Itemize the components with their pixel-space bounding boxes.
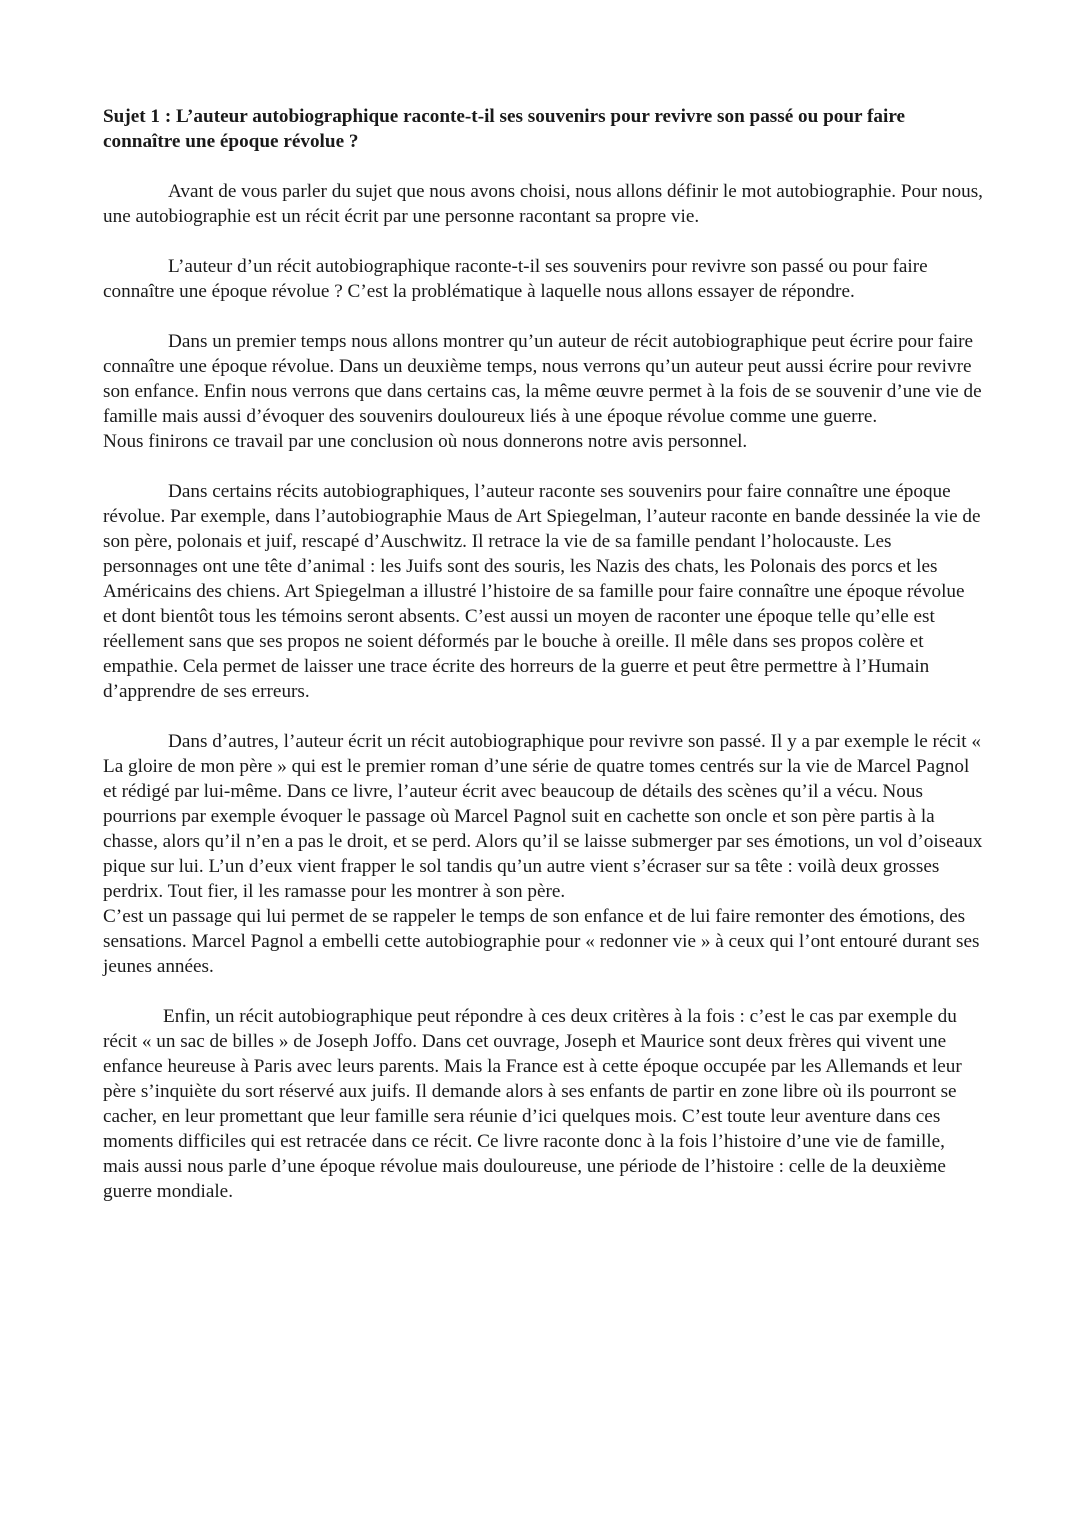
- paragraph-conclusion-announce: Nous finirons ce travail par une conclusion où nous donnerons notre avis personnel.: [103, 431, 748, 452]
- paragraph-definition: Avant de vous parler du sujet que nous avons choisi, nous allons définir le mot autobiographie. Pour nous, une autobiographie est un récit écrit par une personne racontant sa propre vie.: [103, 181, 983, 227]
- paragraph-pagnol: Dans d’autres, l’auteur écrit un récit autobiographique pour revivre son passé. Il y a par exemple le récit « La gloire de mon père » qui est le premier roman d’une série de quatre tomes centrés sur la vie de Marcel Pagnol et rédigé par lui-même. Dans ce livre, l’auteur écrit avec beaucoup de détails des scènes qu’il a vécu. Nous pourrions par exemple évoquer le passage où Marcel Pagnol suit en cachette son oncle et son père partis à la chasse, alors qu’il n’en a pas le droit, et se perd. Alors qu’il se laisse submerger par ses émotions, un vol d’oiseaux pique sur lui. L’un d’eux vient frapper le sol tandis qu’un autre vient s’écraser sur sa tête : voilà deux grosses perdrix. Tout fier, il les ramasse pour les montrer à son père.: [103, 731, 983, 902]
- paragraph-problematique: L’auteur d’un récit autobiographique raconte-t-il ses souvenirs pour revivre son passé ou pour faire connaître une époque révolue ? C’est la problématique à laquelle nous allons essayer de répondre.: [103, 256, 928, 302]
- paragraph-pagnol-continued: C’est un passage qui lui permet de se rappeler le temps de son enfance et de lui faire remonter des émotions, des sensations. Marcel Pagnol a embelli cette autobiographie pour « redonner vie » à ceux qui l’ont entouré durant ses jeunes années.: [103, 906, 980, 977]
- paragraph-maus: Dans certains récits autobiographiques, l’auteur raconte ses souvenirs pour faire connaître une époque révolue. Par exemple, dans l’autobiographie Maus de Art Spiegelman, l’auteur raconte en bande dessinée la vie de son père, polonais et juif, rescapé d’Auschwitz. Il retrace la vie de sa famille pendant l’holocauste. Les personnages ont une tête d’animal : les Juifs sont des souris, les Nazis des chats, les Polonais des porcs et les Américains des chiens. Art Spiegelman a illustré l’histoire de sa famille pour faire connaître une époque révolue et dont bientôt tous les témoins seront absents. C’est aussi un moyen de raconter une époque telle qu’elle est réellement sans que ses propos ne soient déformés par le bouche à oreille. Il mêle dans ses propos colère et empathie. Cela permet de laisser une trace écrite des horreurs de la guerre et peut être permettre à l’Humain d’apprendre de ses erreurs.: [103, 481, 981, 702]
- document-page: [103, 104, 983, 1229]
- paragraph-joffo: Enfin, un récit autobiographique peut répondre à ces deux critères à la fois : c’est le cas par exemple du récit « un sac de billes » de Joseph Joffo. Dans cet ouvrage, Joseph et Maurice sont deux frères qui vivent une enfance heureuse à Paris avec leurs parents. Mais la France est à cette époque occupée par les Allemands et leur père s’inquiète du sort réservé aux juifs. Il demande alors à ses enfants de partir en zone libre où ils pourront se cacher, en leur promettant que leur famille sera réunie d’ici quelques mois. C’est toute leur aventure dans ces moments difficiles qui est retracée dans ce récit. Ce livre raconte donc à la fois l’histoire d’une vie de famille, mais aussi nous parle d’une époque révolue mais douloureuse, une période de l’histoire : celle de la deuxième guerre mondiale.: [103, 1006, 962, 1202]
- paragraph-plan: Dans un premier temps nous allons montrer qu’un auteur de récit autobiographique peut écrire pour faire connaître une époque révolue. Dans un deuxième temps, nous verrons qu’un auteur peut aussi écrire pour revivre son enfance. Enfin nous verrons que dans certains cas, la même œuvre permet à la fois de se souvenir d’une vie de famille mais aussi d’évoquer des souvenirs douloureux liés à une époque révolue comme une guerre.: [103, 331, 982, 427]
- document-title: Sujet 1 : L’auteur autobiographique raconte-t-il ses souvenirs pour revivre son passé ou pour faire connaître une époque révolue ?: [103, 106, 906, 152]
